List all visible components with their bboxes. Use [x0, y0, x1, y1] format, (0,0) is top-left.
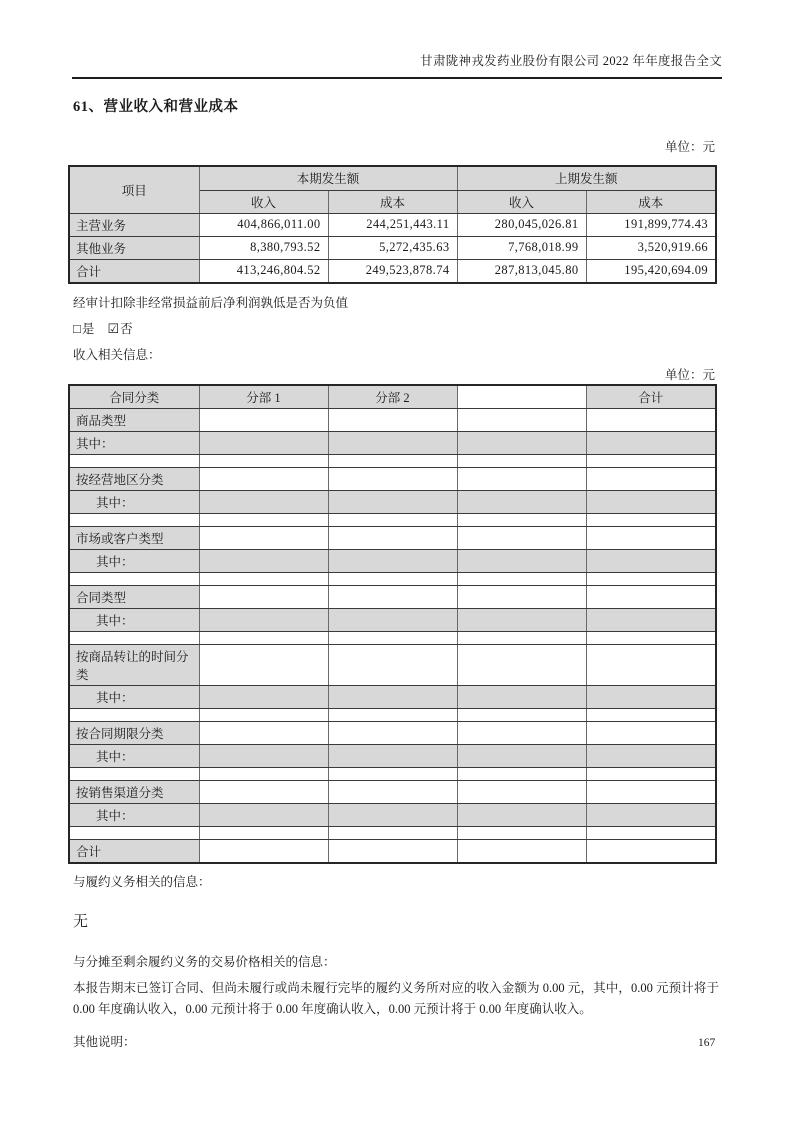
empty-cell: [457, 721, 586, 744]
empty-cell: [199, 431, 328, 454]
section-title: 61、营业收入和营业成本: [73, 99, 239, 115]
empty-cell: [199, 585, 328, 608]
row-label: 按商品转让的时间分类: [69, 644, 199, 685]
empty-cell: [586, 549, 716, 572]
row-label: [69, 631, 199, 644]
other-notes-label: 其他说明：: [73, 1034, 136, 1049]
empty-cell: [457, 431, 586, 454]
empty-cell: [199, 826, 328, 839]
empty-cell: [457, 644, 586, 685]
unit-label: 单位：元: [664, 367, 715, 382]
empty-cell: [457, 454, 586, 467]
operating-revenue-table: [68, 165, 717, 284]
table-row: [69, 685, 716, 708]
empty-cell: [328, 513, 457, 526]
empty-cell: [586, 431, 716, 454]
revenue-table-header: [69, 166, 716, 213]
value-cell: 413,246,804.52: [199, 259, 328, 283]
value-cell: 195,420,694.09: [586, 259, 716, 283]
table-row: [69, 408, 716, 431]
empty-cell: [199, 839, 328, 863]
value-cell: 287,813,045.80: [457, 259, 586, 283]
row-label: 其中：: [69, 490, 199, 513]
row-label: 其中：: [69, 549, 199, 572]
row-label: 合计: [69, 259, 199, 283]
empty-cell: [457, 490, 586, 513]
col-header-income-prior: 收入: [457, 190, 586, 213]
empty-cell: [199, 780, 328, 803]
empty-cell: [586, 454, 716, 467]
empty-cell: [199, 685, 328, 708]
audit-answer-row: [73, 319, 722, 337]
row-label: 其中：: [69, 431, 199, 454]
checkbox-yes-label: 是: [81, 321, 96, 336]
row-label: 合计: [69, 839, 199, 863]
row-label: [69, 513, 199, 526]
table-row: [69, 839, 716, 863]
empty-cell: [586, 513, 716, 526]
empty-cell: [199, 467, 328, 490]
value-cell: 191,899,774.43: [586, 213, 716, 236]
col-header-prior-period: 上期发生额: [457, 166, 716, 190]
empty-cell: [586, 467, 716, 490]
empty-cell: [328, 644, 457, 685]
row-label: [69, 767, 199, 780]
col-header-blank: [457, 385, 586, 409]
checkbox-checked-icon: ☑: [107, 320, 121, 336]
empty-cell: [199, 549, 328, 572]
empty-cell: [199, 721, 328, 744]
document-header: [72, 0, 722, 79]
col-header-segment-1: 分部 1: [199, 385, 328, 409]
empty-cell: [457, 526, 586, 549]
table-row: [69, 721, 716, 744]
empty-cell: [199, 572, 328, 585]
empty-cell: [457, 708, 586, 721]
empty-cell: [457, 608, 586, 631]
empty-cell: [199, 644, 328, 685]
empty-cell: [199, 708, 328, 721]
breakdown-table-body: [69, 408, 716, 863]
empty-cell: [457, 780, 586, 803]
row-label: 按销售渠道分类: [69, 780, 199, 803]
empty-cell: [457, 803, 586, 826]
table-row: [69, 526, 716, 549]
empty-cell: [328, 708, 457, 721]
empty-cell: [586, 803, 716, 826]
empty-cell: [328, 608, 457, 631]
empty-cell: [586, 839, 716, 863]
empty-cell: [328, 721, 457, 744]
col-header-item: 项目: [69, 166, 199, 213]
table-row: [69, 631, 716, 644]
empty-cell: [457, 513, 586, 526]
empty-cell: [586, 708, 716, 721]
empty-cell: [328, 767, 457, 780]
income-info-label: 收入相关信息：: [73, 347, 161, 362]
empty-cell: [328, 408, 457, 431]
empty-cell: [457, 467, 586, 490]
empty-cell: [328, 467, 457, 490]
empty-cell: [457, 585, 586, 608]
empty-cell: [457, 408, 586, 431]
table-row: [69, 608, 716, 631]
empty-cell: [586, 408, 716, 431]
value-cell: 280,045,026.81: [457, 213, 586, 236]
col-header-cost-current: 成本: [328, 190, 457, 213]
table-row: [69, 585, 716, 608]
empty-cell: [457, 826, 586, 839]
empty-cell: [199, 490, 328, 513]
table-row: [69, 572, 716, 585]
row-label: 按经营地区分类: [69, 467, 199, 490]
table-row: [69, 826, 716, 839]
empty-cell: [457, 839, 586, 863]
empty-cell: [586, 721, 716, 744]
table-row: [69, 259, 716, 283]
empty-cell: [328, 431, 457, 454]
col-header-total: 合计: [586, 385, 716, 409]
empty-cell: [328, 803, 457, 826]
row-label: 市场或客户类型: [69, 526, 199, 549]
revenue-breakdown-table: [68, 384, 717, 864]
table-row: [69, 767, 716, 780]
empty-cell: [586, 744, 716, 767]
empty-cell: [328, 526, 457, 549]
table-row: [69, 431, 716, 454]
empty-cell: [199, 767, 328, 780]
table-row: [69, 236, 716, 259]
col-header-segment-2: 分部 2: [328, 385, 457, 409]
remaining-obligation-paragraph: 本报告期末已签订合同、但尚未履行或尚未履行完毕的履约义务所对应的收入金额为 0.00 元，其中，0.00 元预计将于 0.00 年度确认收入，0.00 元预计将于 0.00 年度确认收入，0.00 元预计将于 0.00 年度确认收入。: [73, 980, 719, 1016]
empty-cell: [328, 744, 457, 767]
row-label: 其中：: [69, 608, 199, 631]
audit-question: 经审计扣除非经常损益前后净利润孰低是否为负值: [73, 295, 349, 310]
table-row: [69, 454, 716, 467]
empty-cell: [457, 631, 586, 644]
empty-cell: [328, 685, 457, 708]
col-header-cost-prior: 成本: [586, 190, 716, 213]
table-row: [69, 644, 716, 685]
empty-cell: [586, 585, 716, 608]
empty-cell: [328, 585, 457, 608]
empty-cell: [457, 685, 586, 708]
checkbox-no-label: 否: [120, 321, 134, 336]
row-label: [69, 826, 199, 839]
none-text: 无: [73, 913, 89, 930]
value-cell: 8,380,793.52: [199, 236, 328, 259]
empty-cell: [199, 608, 328, 631]
empty-cell: [328, 572, 457, 585]
col-header-current-period: 本期发生额: [199, 166, 457, 190]
empty-cell: [199, 744, 328, 767]
row-label: 按合同期限分类: [69, 721, 199, 744]
row-label: [69, 454, 199, 467]
row-label: 其中：: [69, 685, 199, 708]
empty-cell: [199, 631, 328, 644]
empty-cell: [457, 767, 586, 780]
empty-cell: [328, 780, 457, 803]
empty-cell: [328, 454, 457, 467]
empty-cell: [586, 490, 716, 513]
empty-cell: [199, 454, 328, 467]
empty-cell: [586, 644, 716, 685]
table-row: [69, 513, 716, 526]
performance-obligation-label: 与履约义务相关的信息：: [73, 874, 211, 889]
page-number: 167: [698, 1037, 716, 1049]
checkbox-unchecked-icon: □: [73, 320, 82, 336]
table-row: [69, 213, 716, 236]
empty-cell: [586, 780, 716, 803]
empty-cell: [328, 839, 457, 863]
empty-cell: [328, 549, 457, 572]
value-cell: 3,520,919.66: [586, 236, 716, 259]
revenue-table-body: [69, 213, 716, 283]
value-cell: 249,523,878.74: [328, 259, 457, 283]
row-label: 其中：: [69, 744, 199, 767]
table-row: [69, 490, 716, 513]
table-row: [69, 467, 716, 490]
row-label: 其中：: [69, 803, 199, 826]
empty-cell: [328, 826, 457, 839]
empty-cell: [328, 631, 457, 644]
table-row: [69, 803, 716, 826]
table-row: [69, 549, 716, 572]
value-cell: 7,768,018.99: [457, 236, 586, 259]
empty-cell: [586, 685, 716, 708]
page-content: [68, 95, 722, 1050]
report-title: 甘肃陇神戎发药业股份有限公司 2022 年年度报告全文: [420, 54, 722, 68]
checkbox-no: [108, 322, 134, 336]
empty-cell: [586, 631, 716, 644]
empty-cell: [586, 572, 716, 585]
row-label: 其他业务: [69, 236, 199, 259]
value-cell: 5,272,435.63: [328, 236, 457, 259]
value-cell: 244,251,443.11: [328, 213, 457, 236]
col-header-income-current: 收入: [199, 190, 328, 213]
value-cell: 404,866,011.00: [199, 213, 328, 236]
row-label: [69, 572, 199, 585]
empty-cell: [199, 513, 328, 526]
empty-cell: [586, 767, 716, 780]
breakdown-table-header: [69, 385, 716, 409]
row-label: [69, 708, 199, 721]
table-row: [69, 744, 716, 767]
empty-cell: [457, 572, 586, 585]
empty-cell: [199, 408, 328, 431]
empty-cell: [586, 526, 716, 549]
remaining-obligation-label: 与分摊至剩余履约义务的交易价格相关的信息：: [73, 954, 336, 969]
row-label: 主营业务: [69, 213, 199, 236]
row-label: 合同类型: [69, 585, 199, 608]
row-label: 商品类型: [69, 408, 199, 431]
empty-cell: [328, 490, 457, 513]
empty-cell: [586, 608, 716, 631]
checkbox-yes: [73, 322, 95, 336]
empty-cell: [457, 549, 586, 572]
table-row: [69, 780, 716, 803]
empty-cell: [199, 803, 328, 826]
table-row: [69, 708, 716, 721]
empty-cell: [586, 826, 716, 839]
col-header-contract-category: 合同分类: [69, 385, 199, 409]
empty-cell: [199, 526, 328, 549]
empty-cell: [457, 744, 586, 767]
unit-label: 单位：元: [664, 140, 715, 154]
